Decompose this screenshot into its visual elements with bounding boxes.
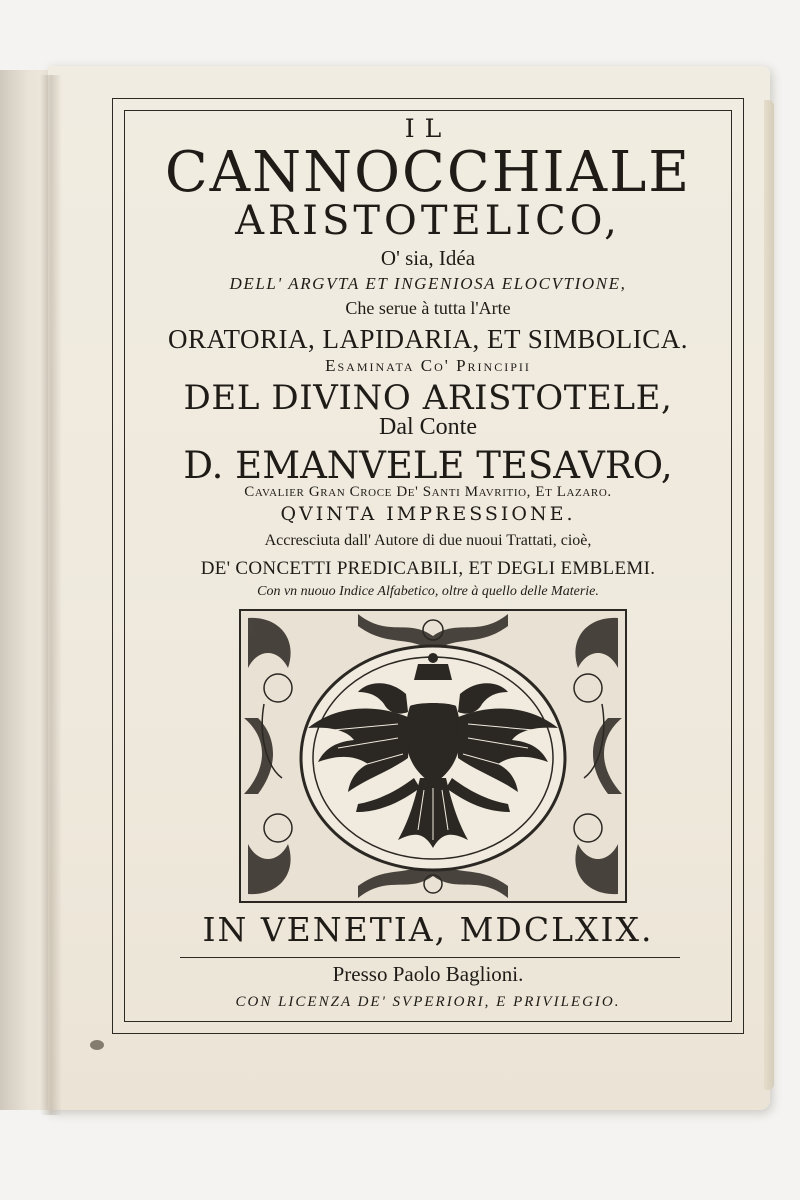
subtitle-italic-caps: DELL' ARGVTA ET INGENIOSA ELOCVTIONE, [229,274,627,293]
author-intro: Dal Conte [379,414,477,440]
page-fore-edge [764,100,774,1090]
imprint-place-date: IN VENETIA, MDCLXIX. [202,910,654,949]
title-main: CANNOCCHIALE [164,140,692,205]
title-second: ARISTOTELICO, [235,198,621,244]
ink-stain [90,1040,104,1050]
license-line: CON LICENZA DE' SVPERIORI, E PRIVILEGIO. [235,994,621,1010]
subtitle-line: O' sia, Idéa [380,246,476,270]
index-line: Con vn nuouo Indice Alfabetico, oltre à quello delle Materie. [257,584,599,599]
imprint-rule [180,957,680,958]
subtitle-arts: ORATORIA, LAPIDARIA, ET SIMBOLICA. [167,324,689,354]
author-title: Cavalier Gran Croce De' Santi Mavritio, Et Lazaro. [244,484,612,500]
subtitle-line-2: Che serue à tutta l'Arte [345,298,511,318]
examined-line: Esaminata Co' Principii [325,356,531,375]
printer-line: Presso Paolo Baglioni. [332,962,524,986]
aristotle-line: DEL DIVINO ARISTOTELE, [183,378,673,418]
edition-line: QVINTA IMPRESSIONE. [280,503,576,525]
author-name: D. EMANVELE TESAVRO, [183,444,673,487]
additions-titles: DE' CONCETTI PREDICABILI, ET DEGLI EMBLEMI. [200,558,656,579]
title-article: IL [404,114,452,143]
double-headed-eagle-icon [238,608,628,904]
spine-shadow [40,75,62,1115]
additions-line: Accresciuta dall' Autore di due nuoui Trattati, cioè, [264,532,592,549]
